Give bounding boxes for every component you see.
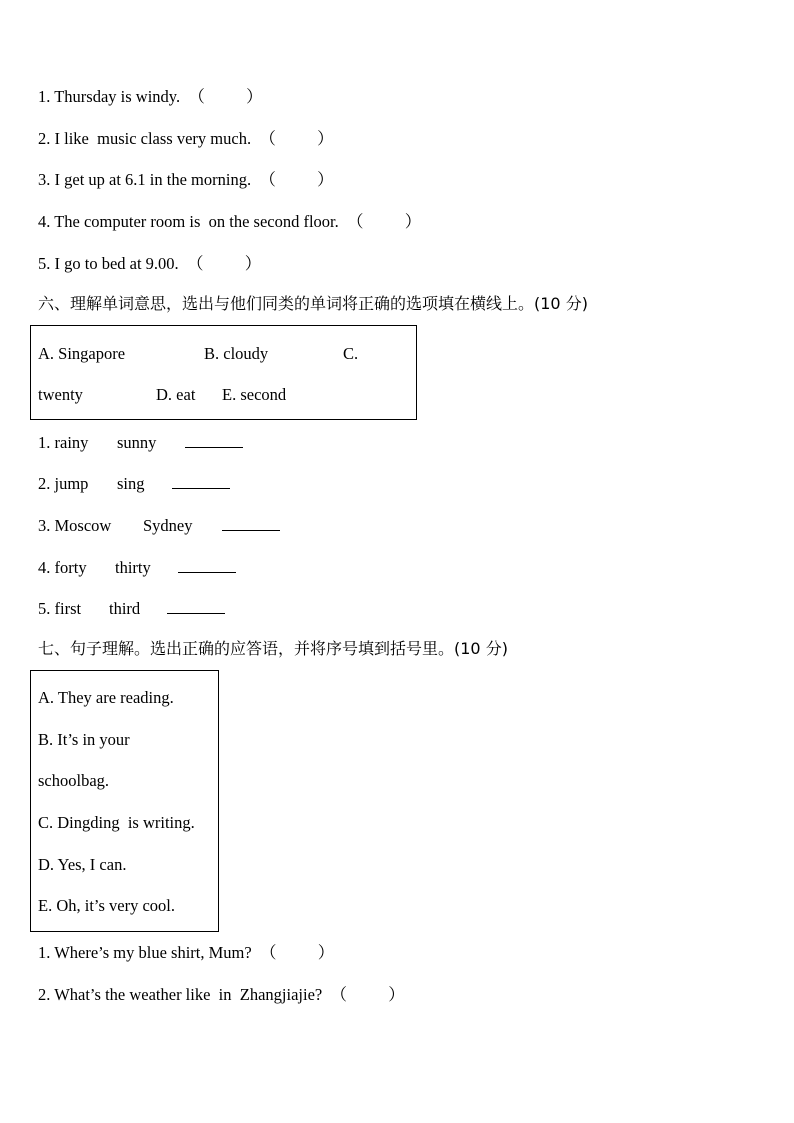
answer-blank[interactable] bbox=[178, 558, 236, 573]
item-word: thirty bbox=[115, 558, 151, 577]
item-number-word: 5. first bbox=[38, 599, 82, 618]
question-item bbox=[38, 985, 405, 1005]
answer-blank[interactable] bbox=[167, 599, 225, 614]
question-text: 2. What’s the weather like in Zhangjiajie? bbox=[38, 985, 323, 1004]
item-word: sing bbox=[117, 474, 145, 493]
fill-item bbox=[38, 599, 225, 619]
fill-item bbox=[38, 558, 236, 578]
answer-blank[interactable] bbox=[222, 516, 280, 531]
option-e: E. Oh, it’s very cool. bbox=[38, 896, 176, 915]
options-box bbox=[30, 325, 417, 420]
option-d: D. eat bbox=[156, 385, 196, 404]
answer-blank[interactable] bbox=[172, 474, 230, 489]
question-item bbox=[38, 254, 261, 274]
option-b: B. cloudy bbox=[204, 344, 269, 363]
question-text: 4. The computer room is on the second floor. bbox=[38, 212, 339, 231]
answer-parentheses: （ ） bbox=[259, 943, 335, 962]
item-number-word: 4. forty bbox=[38, 558, 87, 577]
option-a: A. They are reading. bbox=[38, 688, 174, 707]
option-c-text: twenty bbox=[38, 385, 83, 404]
answer-parentheses: （ ） bbox=[259, 129, 334, 148]
question-item bbox=[38, 170, 334, 190]
answer-parentheses: （ ） bbox=[330, 985, 405, 1004]
option-b: B. It’s in your bbox=[38, 730, 130, 749]
item-word: Sydney bbox=[143, 516, 193, 535]
question-text: 2. I like music class very much. bbox=[38, 129, 252, 148]
question-text: 3. I get up at 6.1 in the morning. bbox=[38, 170, 252, 189]
fill-item bbox=[38, 433, 243, 453]
question-text: 1. Thursday is windy. bbox=[38, 87, 181, 106]
item-number-word: 1. rainy bbox=[38, 433, 89, 452]
section-heading: 七、句子理解。选出正确的应答语，并将序号填到括号里。(10 分) bbox=[38, 639, 508, 658]
question-text: 5. I go to bed at 9.00. bbox=[38, 254, 179, 273]
section-heading: 六、理解单词意思，选出与他们同类的单词将正确的选项填在横线上。(10 分) bbox=[38, 294, 588, 313]
answer-parentheses: （ ） bbox=[259, 170, 334, 189]
question-text: 1. Where’s my blue shirt, Mum? bbox=[38, 943, 252, 962]
option-d: D. Yes, I can. bbox=[38, 855, 127, 874]
answer-parentheses: （ ） bbox=[186, 254, 262, 273]
options-box bbox=[30, 670, 219, 932]
option-a: A. Singapore bbox=[38, 344, 126, 363]
item-number-word: 2. jump bbox=[38, 474, 89, 493]
fill-item bbox=[38, 516, 280, 536]
option-b-continued: schoolbag. bbox=[38, 771, 110, 790]
option-e: E. second bbox=[222, 385, 287, 404]
answer-parentheses: （ ） bbox=[347, 212, 422, 231]
answer-blank[interactable] bbox=[185, 433, 243, 448]
question-item bbox=[38, 129, 334, 149]
question-item bbox=[38, 943, 334, 963]
answer-parentheses: （ ） bbox=[188, 87, 263, 106]
question-item bbox=[38, 87, 263, 107]
option-c: C. Dingding is writing. bbox=[38, 813, 195, 832]
item-word: third bbox=[109, 599, 141, 618]
fill-item bbox=[38, 474, 230, 494]
item-number-word: 3. Moscow bbox=[38, 516, 112, 535]
option-c: C. bbox=[343, 344, 359, 363]
item-word: sunny bbox=[117, 433, 157, 452]
question-item bbox=[38, 212, 421, 232]
